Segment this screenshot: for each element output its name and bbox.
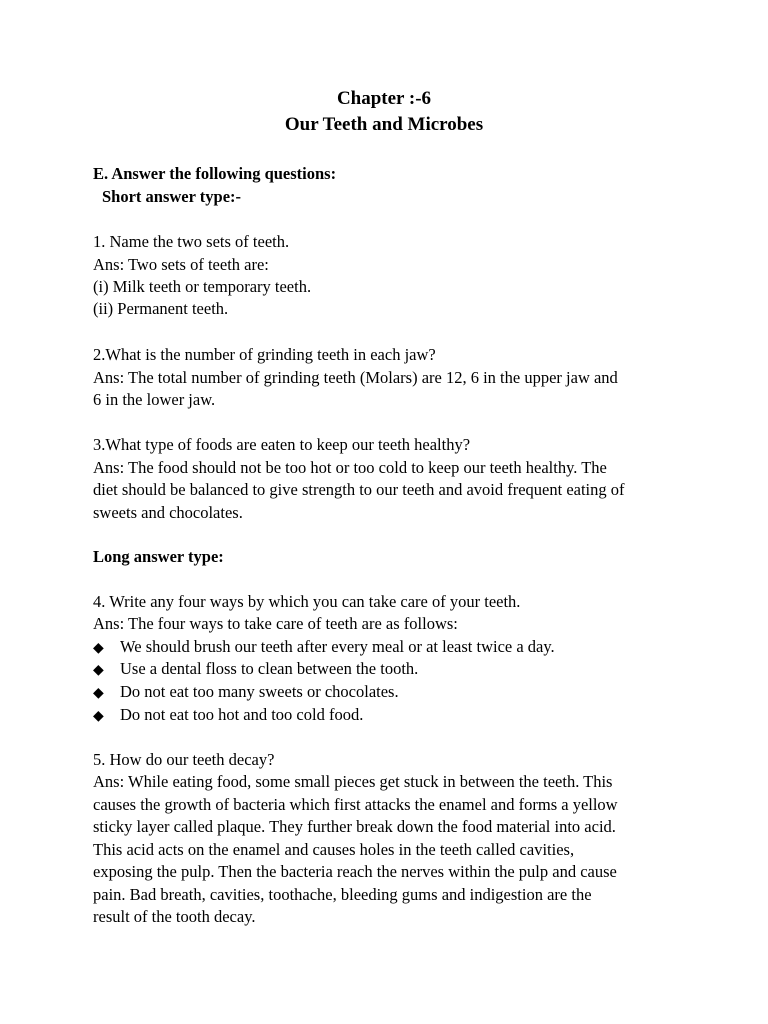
question-3: 3.What type of foods are eaten to keep our teeth healthy? xyxy=(93,435,471,454)
long-answer-heading: Long answer type: xyxy=(93,547,224,566)
diamond-bullet-icon: ◆ xyxy=(93,686,104,701)
question-1: 1. Name the two sets of teeth. xyxy=(93,232,290,251)
answer-5-line: causes the growth of bacteria which first attacks the enamel and forms a yellow xyxy=(93,795,618,814)
answer-2-line: Ans: The total number of grinding teeth (Molars) are 12, 6 in the upper jaw and xyxy=(93,368,618,387)
answer-5-line: This acid acts on the enamel and causes holes in the teeth called cavities, xyxy=(93,840,575,859)
answer-1-line: Ans: Two sets of teeth are: xyxy=(93,255,269,274)
answer-3-line: diet should be balanced to give strength to our teeth and avoid frequent eating of xyxy=(93,480,625,499)
bullet-text: Do not eat too hot and too cold food. xyxy=(120,705,364,724)
bullet-item xyxy=(93,636,555,660)
bullet-item xyxy=(93,704,363,728)
answer-4-intro: Ans: The four ways to take care of teeth are as follows: xyxy=(93,614,458,633)
answer-5-line: result of the tooth decay. xyxy=(93,907,256,926)
chapter-title: Our Teeth and Microbes xyxy=(284,114,484,135)
bullet-item xyxy=(93,658,418,682)
bullet-item xyxy=(93,681,399,705)
answer-2-line: 6 in the lower jaw. xyxy=(93,390,216,409)
answer-3-line: Ans: The food should not be too hot or too cold to keep our teeth healthy. The xyxy=(93,458,607,477)
answer-5-line: exposing the pulp. Then the bacteria reach the nerves within the pulp and cause xyxy=(93,862,617,881)
question-5: 5. How do our teeth decay? xyxy=(93,750,275,769)
bullet-text: We should brush our teeth after every meal or at least twice a day. xyxy=(120,637,555,656)
answer-5-line: sticky layer called plaque. They further break down the food material into acid. xyxy=(93,817,616,836)
diamond-bullet-icon: ◆ xyxy=(93,641,104,656)
chapter-label: Chapter :-6 xyxy=(336,88,432,109)
question-2: 2.What is the number of grinding teeth in each jaw? xyxy=(93,345,436,364)
section-heading: E. Answer the following questions: xyxy=(93,164,337,183)
bullet-text: Use a dental floss to clean between the tooth. xyxy=(120,659,419,678)
question-4: 4. Write any four ways by which you can take care of your teeth. xyxy=(93,592,521,611)
bullet-text: Do not eat too many sweets or chocolates. xyxy=(120,682,399,701)
diamond-bullet-icon: ◆ xyxy=(93,663,104,678)
answer-5-line: Ans: While eating food, some small pieces get stuck in between the teeth. This xyxy=(93,772,613,791)
diamond-bullet-icon: ◆ xyxy=(93,709,104,724)
short-answer-heading: Short answer type:- xyxy=(102,187,242,206)
answer-5-line: pain. Bad breath, cavities, toothache, bleeding gums and indigestion are the xyxy=(93,885,592,904)
answer-1-line: (i) Milk teeth or temporary teeth. xyxy=(93,277,312,296)
answer-1-line: (ii) Permanent teeth. xyxy=(93,299,229,318)
answer-3-line: sweets and chocolates. xyxy=(93,503,243,522)
